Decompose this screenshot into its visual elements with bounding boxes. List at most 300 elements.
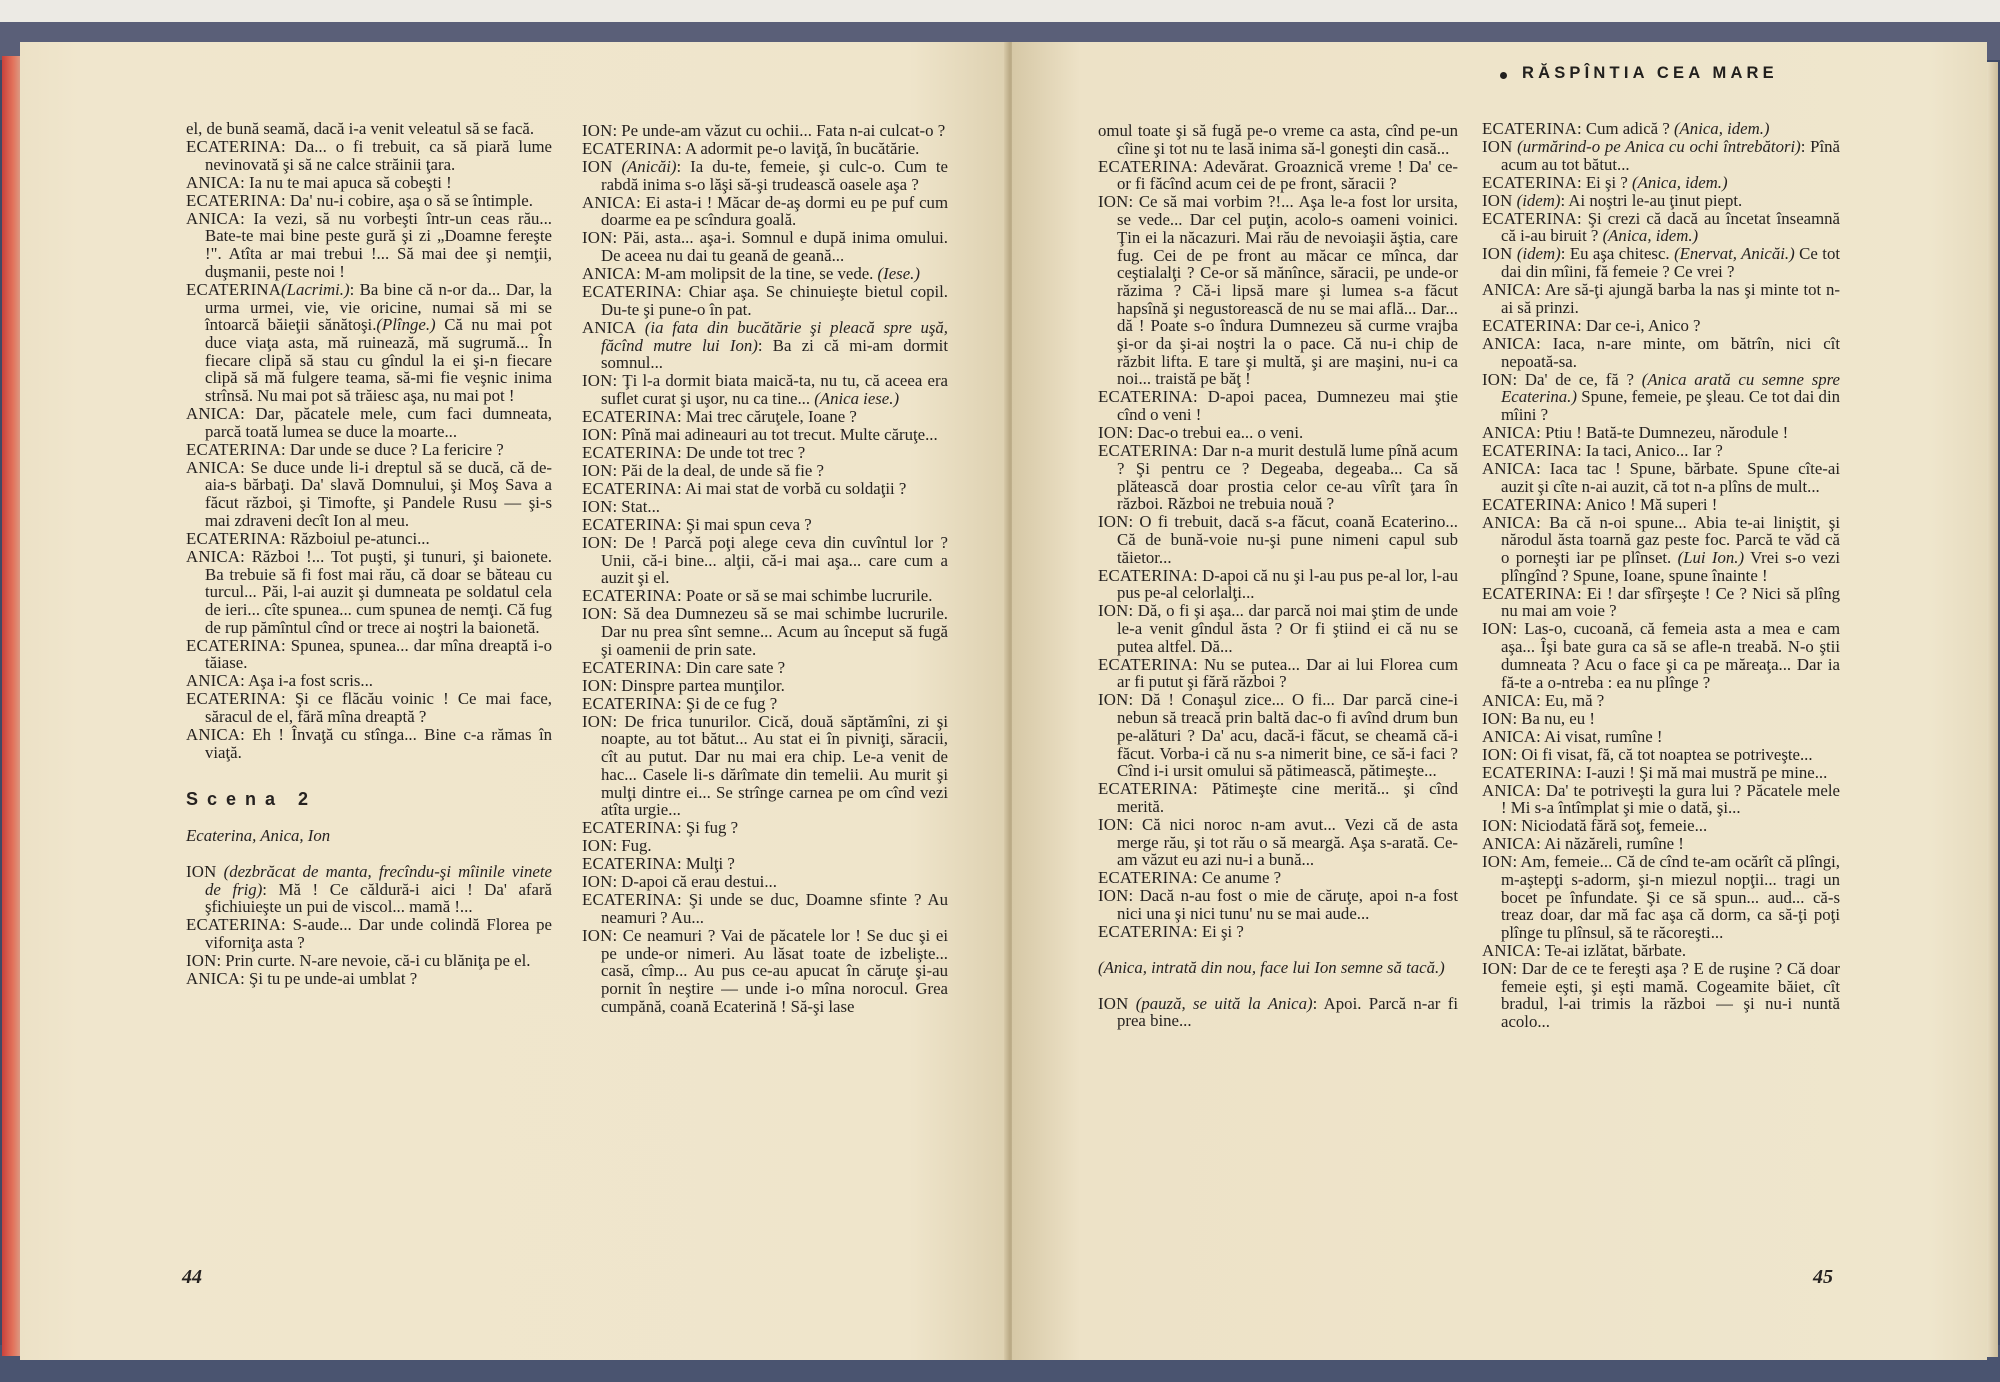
speaker-name: ANICA [1482,726,1537,746]
dialogue-line [1482,942,1840,960]
dialogue-block [1098,122,1458,941]
dialogue-text: : Da' nu-i cobire, aşa o să se întimple. [281,190,533,210]
dialogue-line [186,916,552,951]
speaker-name: ECATERINA [582,139,678,158]
dialogue-text: : Din care sate ? [677,657,786,677]
dialogue-text: : Dar n-a murit destulă lume pînă acum ? Şi pentru ce ? Degeaba, degeaba... Ca să plătească doar prostia celor ce-au vîrît ţara în război. Război ne trebuia nouă ? [1117,441,1458,514]
stage-direction: (idem) [1512,244,1561,264]
dialogue-line [582,265,948,283]
dialogue-text: : Eu, mă ? [1536,690,1605,710]
right-page-column-2 [1482,120,1840,1031]
speaker-name: ECATERINA [582,890,678,910]
dialogue-line [582,194,948,229]
dialogue-line [582,480,948,498]
dialogue-text: : Ce anume ? [1193,868,1282,888]
speaker-name: ANICA [186,968,241,988]
dialogue-line [1098,388,1458,423]
dialogue-text: : Ce să mai vorbim ?!... Aşa le-a fost lor ursita, se vede... Dar cel puţin, acolo-s oameni voinici. Ţin ei la năcazuri. Mai rău de nevoiaşii ăştia, care fug. Cei de pe front au măcar ce mînca, dar ceştialalţi ? Ce-or să mănînce, săracii, pe unde-or răzima ? Că-i lipsă mare şi lumea s-a făcut hapsînă şi negustorească de nu se mai află... Dar... dă ! Poate s-o îndura Dumnezeu să curme vrajba şi-or da şi-ai noştri la o pace. Că nu-i chip de răzbit lifta. E tare şi multă, şi are maşini, nu-i ca noi... traistă pe băţ ! [1117,192,1458,389]
speaker-name: ECATERINA [186,528,282,548]
speaker-name: ECATERINA [582,406,678,426]
dialogue-line [1482,835,1840,853]
speaker-name: ANICA [1482,333,1537,353]
dialogue-line [582,695,948,713]
dialogue-line [1098,193,1458,388]
speaker-name: ECATERINA [582,478,678,498]
speaker-name: ECATERINA [186,689,282,709]
speaker-name: ION [582,604,613,624]
speaker-name: ION [1098,601,1129,621]
dialogue-text: : Pătimeşte cine merită... şi cînd merită. [1117,779,1458,816]
stage-direction: (dezbrăcat de manta, frecîndu-şi mîinile vinete de frig) [205,861,552,899]
speaker-name: ANICA [1482,780,1537,800]
speaker-name: ECATERINA [1482,440,1578,460]
speaker-name: ECATERINA [1098,654,1194,674]
speaker-name: ION [582,424,613,444]
dialogue-line [1482,281,1840,316]
speaker-name: ION [582,157,613,176]
speaker-name: ECATERINA [1098,868,1194,888]
dialogue-text: : Nu se putea... Dar ai lui Florea cum ar fi putut şi fără război ? [1117,654,1458,692]
dialogue-line [1098,691,1458,780]
dialogue-text: : Ba zi că mi-am dormit somnul... [601,335,948,373]
dialogue-text: : Păi de la deal, de unde să fie ? [612,460,824,480]
stage-direction: (Anica, idem.) [1627,172,1728,192]
dialogue-line [1482,174,1840,192]
dialogue-text: : Ptiu ! Bată-te Dumnezeu, nărodule ! [1536,422,1789,442]
stage-direction: (Plînge.) [376,315,436,335]
dialogue-line [1098,656,1458,691]
speaker-name: ANICA [186,546,241,566]
dialogue-text: : Ia taci, Anico... Iar ? [1577,440,1723,460]
speaker-name: ECATERINA [582,282,678,302]
open-book [2,42,1998,1360]
stage-direction: (Lui Ion.) [1671,548,1745,568]
dialogue-line [582,873,948,891]
dialogue-line [582,516,948,534]
dialogue-line [1098,567,1458,602]
dialogue-text: Că nu mai pot duce viaţa asta, mă ruinează, mă sugrumă... În fiecare clipă să stau cu gîndul la ei şi-n fiecare clipă să mă fulgere teama, să-mi fie veşnic inima strînsă. Nu mai pot să trăiesc aşa, nu mai pot ! [205,315,552,406]
dialogue-text: : Ai visat, rumîne ! [1536,726,1663,746]
speaker-name: ECATERINA [582,514,678,534]
dialogue-text: : Fug. [612,836,652,856]
speaker-name: ECATERINA [186,915,282,935]
speaker-name: ION [1482,959,1513,979]
dialogue-line [582,659,948,677]
speaker-name: ECATERINA [1482,494,1578,514]
dialogue-text: : Ei ! dar sfîrşeşte ! Ce ? Nici să plîng nu mai am voie ? [1501,583,1840,621]
dialogue-text: : Ce neamuri ? Vai de păcatele lor ! Se duc şi ei pe unde-or nimeri. Au lăsat toate de izbelişte... casă, cîmp... Au pus ce-au apucat în căruţe şi-au pornit în neştire — unde i-o mîna norocul. Grea cumpănă, coană Ecaterină ! Să-şi lase [601,925,948,1016]
dialogue-text: omul toate şi să fugă pe-o vreme ca asta, cînd pe-un cîine şi tot nu te lasă inima să-l goneşti din casă... [1098,121,1458,158]
dialogue-text: : Şi crezi că dacă au încetat înseamnă că i-au biruit ? [1501,208,1840,246]
dialogue-text: : De frica tunurilor. Cică, două săptămîni, zi şi noapte, au tot bătut... Au stat ei în pivniţi, săracii, cît au putut. Dar nu mai era chip. Le-a venit de hac... Casele li-s dărîmate din temelii. Au murit şi mulţi dintre ei... Se strînge carnea pe om cînd vezi atîta urgie... [601,711,948,820]
dialogue-text: : S-aude... Dar unde colindă Florea pe viforniţa asta ? [205,915,552,952]
stage-direction: (Iese.) [873,264,920,284]
speaker-name: ANICA [186,404,241,424]
dialogue-line [1482,692,1840,710]
speaker-name: ECATERINA [186,190,282,210]
dialogue-line [1482,817,1840,835]
speaker-name: ION [582,228,613,248]
dialogue-line [186,548,552,637]
dialogue-block [1098,995,1458,1030]
speaker-name: ECATERINA [1482,315,1578,335]
dialogue-text: : Niciodată fără soţ, femeie... [1512,816,1708,836]
dialogue-line [1482,514,1840,585]
dialogue-text: : Dar de ce te fereşti aşa ? E de ruşine ? Că doar femeie eşti, şi eşti mamă. Cogeamite băiet, cît bradul, l-ai trimis la război — şi nu-i nuntă acolo... [1501,959,1840,1032]
stage-direction: (pauză, se uită la Anica) [1128,993,1313,1013]
speaker-name: ION [1482,244,1513,264]
speaker-name: ION [186,950,217,970]
stage-direction: (Anica, idem.) [1669,119,1770,138]
speaker-name: ANICA [1482,458,1537,478]
dialogue-text: : Dinspre partea munţilor. [612,675,785,695]
dialogue-line [582,605,948,658]
speaker-name: ECATERINA [186,439,282,459]
dialogue-line [582,372,948,407]
speaker-name: ECATERINA [186,137,282,156]
speaker-name: ION [1482,708,1513,728]
stage-direction: (Enervat, Anicăi.) [1669,244,1795,264]
dialogue-text: : Ia nu te mai apuca să cobeşti ! [240,172,452,192]
right-page-column-1 [1098,122,1458,1030]
speaker-name: ION [1098,993,1129,1013]
dialogue-text: : Te-ai izlătat, bărbate. [1536,941,1687,961]
dialogue-line [1482,317,1840,335]
dialogue-text: : Războiul pe-atunci... [281,528,430,548]
dialogue-line [1482,853,1840,942]
dialogue-line [1482,764,1840,782]
dialogue-line [1098,995,1458,1030]
speaker-name: ANICA [1482,834,1537,854]
scene-heading: Scena 2 [186,789,318,810]
dialogue-line [186,281,552,405]
left-page [20,42,1008,1360]
dialogue-line [1482,782,1840,817]
speaker-name: ANICA [186,671,241,691]
dialogue-text: : Ba că n-oi spune... Abia te-ai liniştit, şi nărodul ăsta toarnă gaz peste foc. Parcă te văd că o porneşti iar pe plînset. [1501,512,1840,568]
dialogue-line [186,192,552,210]
dialogue-line [186,970,552,988]
dialogue-text: : A adormit pe-o laviţă, în bucătărie. [677,139,920,158]
dialogue-text: : Ia du-te, femeie, şi culc-o. Cum te rabdă inima s-o lăşi să-şi trudească oasele aşa ? [601,157,948,194]
dialogue-line [1098,923,1458,941]
dialogue-text: : Război !... Tot puşti, şi tunuri, şi baionete. Ba trebuie să fi fost mai rău, că doar se băteau cu turcul... Păi, l-ai auzit şi dumneata pe soldatul cela de ieri... cîte spunea... cum spunea de nemţi. Că fug de rup pămîntul cînd or trece ai noştri la baionetă. [205,546,552,637]
stage-direction: (ia fata din bucătărie şi pleacă spre uşă, făcînd mutre lui Ion) [601,317,948,355]
dialogue-text: : Prin curte. N-are nevoie, că-i cu blăniţa pe el. [216,950,531,970]
speaker-name: ION [186,861,217,881]
dialogue-line [186,210,552,281]
dialogue-line [582,426,948,444]
dialogue-line [186,690,552,725]
speaker-name: ANICA [1482,280,1537,300]
dialogue-text: : Adevărat. Groaznică vreme ! Da' ce-or fi făcînd acum cei de pe front, săracii ? [1117,156,1458,194]
dialogue-text: : M-am molipsit de la tine, se vede. [636,264,874,284]
dialogue-line [1482,442,1840,460]
dialogue-text: : Iaca tac ! Spune, bărbate. Spune cîte-ai auzit şi cîte n-ai auzit, că tot n-a plîns de mult... [1501,458,1840,496]
speaker-name: ECATERINA [1482,208,1578,228]
dialogue-text: : De ! Parcă poţi alege ceva din cuvîntul lor ? Unii, că-i bine... alţii, că-i mai aşa... care cum a auzit şi el. [601,532,948,588]
dialogue-line [1098,887,1458,922]
speaker-name: ION [1098,512,1129,532]
dialogue-text: : Dacă n-au fost o mie de căruţe, apoi n-a fost nici una şi nici tunu' nu se mai aude... [1117,886,1458,924]
dialogue-line [186,726,552,761]
dialogue-text: : Da' de ce, fă ? [1512,369,1634,389]
dialogue-block [186,863,552,988]
dialogue-line [582,498,948,516]
dialogue-line [186,637,552,672]
dialogue-text: : I-auzi ! Şi mă mai mustră pe mine... [1577,762,1828,782]
dialogue-text: : Are să-ţi ajungă barba la nas şi minte tot n-ai să prinzi. [1501,280,1840,317]
speaker-name: ECATERINA [1098,922,1194,942]
speaker-name: ION [1482,369,1513,389]
dialogue-line [1482,460,1840,495]
dialogue-line [1482,585,1840,620]
speaker-name: ECATERINA [1482,172,1578,192]
speaker-name: ION [582,460,613,480]
dialogue-text: : Dar ce-i, Anico ? [1577,315,1701,335]
speaker-name: ION [582,532,613,552]
dialogue-text: Spune, femeie, pe şleau. Ce tot dai din mîini ? [1501,387,1840,424]
speaker-name: ANICA [186,172,241,192]
speaker-name: ECATERINA [1098,779,1194,799]
dialogue-line [1098,602,1458,655]
right-page-edge [1987,62,1998,1357]
dialogue-text: : Eu aşa chitesc. [1560,244,1670,264]
dialogue-line [1482,960,1840,1031]
header-bullet-icon [1500,72,1507,79]
dialogue-text: : Pînă mai adineauri au tot trecut. Multe căruţe... [612,424,938,444]
page-number-left: 44 [182,1266,202,1288]
running-header: RĂSPÎNTIA CEA MARE [1522,64,1778,82]
dialogue-text: : Dă ! Conaşul zice... O fi... Dar parcă cine-i nebun să treacă prin baltă dac-o fi avînd drum bun pe-alături ? Da' acu, dacă-i făcut, se cheamă că-i făcut. Vorba-i că nu s-a nimerit bine, ce să-i faci ? Cînd i-i ursit omului să pătimească, pătimeşte... [1117,690,1458,781]
dialogue-text: : De unde tot trec ? [677,442,806,462]
speaker-name: ECATERINA [186,279,282,299]
dialogue-text: : Şi tu pe unde-ai umblat ? [240,968,418,988]
dialogue-text: : D-apoi că erau destui... [612,872,777,892]
dialogue-text: : Ţi l-a dormit biata maică-ta, nu tu, că aceea era suflet curat şi uşor, nu ca tine... [601,371,948,408]
speaker-name: ION [1098,690,1129,710]
speaker-name: ECATERINA [582,657,678,677]
dialogue-text: : Ai năzăreli, rumîne ! [1536,834,1684,854]
dialogue-text: : Ai noştri le-au ţinut piept. [1560,190,1743,210]
speaker-name: ION [582,121,613,140]
dialogue-line [582,140,948,158]
dialogue-text: : Anico ! Mă superi ! [1577,494,1718,514]
dialogue-line [186,174,552,192]
speaker-name: ANICA [1482,512,1537,532]
dialogue-text: Ce tot dai din mîini, fă femeie ? Ce vrei ? [1501,244,1840,282]
dialogue-line [186,863,552,916]
stage-direction: (Anica arată cu semne spre Ecaterina.) [1501,369,1840,407]
speaker-name: ION [1482,852,1513,872]
dialogue-text: : Dar, păcatele mele, cum faci dumneata, parcă toată lumea se duce la moarte... [205,404,552,441]
page-number-right: 45 [1813,1266,1833,1288]
dialogue-text: : Cum adică ? [1577,119,1670,138]
dialogue-text: : Mă ! Ce căldură-i aici ! Da' afară şfichiuieşte un pui de viscol... mamă !... [205,879,553,917]
speaker-name: ANICA [1482,690,1537,710]
right-page [1012,42,1987,1360]
dialogue-line [582,837,948,855]
dialogue-line [582,819,948,837]
dialogue-text: : Păi, asta... aşa-i. Somnul e după inima omului. De aceea nu dai tu geană de geană... [601,228,948,266]
speaker-name: ECATERINA [186,635,282,655]
stage-direction: (Anicăi) [612,157,677,176]
stage-direction: (Anica, idem.) [1598,226,1699,246]
dialogue-line [186,138,552,173]
speaker-name: ECATERINA [1098,565,1194,585]
dialogue-text: : Ei asta-i ! Măcar de-aş dormi eu pe puf cum doarme ea pe scîndura goală. [601,192,948,230]
speaker-name: ION [1482,744,1513,764]
speaker-name: ANICA [582,264,637,284]
speaker-name: ECATERINA [582,693,678,713]
dialogue-line [1098,869,1458,887]
speaker-name: ION [582,675,613,695]
speaker-name: ANICA [186,457,241,477]
dialogue-line [582,855,948,873]
dialogue-line [1098,816,1458,869]
speaker-name: ANICA [582,317,637,337]
dialogue-line [582,713,948,819]
dialogue-line [582,319,948,372]
dialogue-line [1098,442,1458,513]
dialogue-line [582,283,948,318]
dialogue-line [582,677,948,695]
stage-direction: (Anica iese.) [810,388,900,408]
speaker-name: ION [1482,816,1513,836]
dialogue-text: : Că nici noroc n-am avut... Vezi că de asta merge rău, şi tot rău o să meargă. Aşa s-arată. Ce-am văzut eu azi nu-i a bună... [1117,814,1458,870]
dialogue-line [186,405,552,440]
dialogue-text: : Ba bine că n-or da... Dar, la urma urmei, vie, vie oricine, numai să mi se întoarcă băieţii sănătoşi. [205,279,552,335]
dialogue-text: : Mai trec căruţele, Ioane ? [677,406,857,426]
speaker-name: ECATERINA [1482,762,1578,782]
dialogue-line [582,891,948,926]
speaker-name: ION [1098,192,1129,212]
dialogue-line [1098,122,1458,157]
scene-cast: Ecaterina, Anica, Ion [186,826,331,846]
dialogue-line [186,672,552,690]
dialogue-block [582,122,948,1015]
dialogue-line [582,587,948,605]
dialogue-text: : Ei şi ? [1577,172,1628,192]
stage-direction: (Anica, intrată din nou, face lui Ion semne să tacă.) [1098,957,1445,977]
stage-direction: (Lacrimi.) [281,279,350,299]
speaker-name: ION [582,925,613,945]
dialogue-line [186,459,552,530]
dialogue-text: : Da... o fi trebuit, ca să piară lume nevinovată şi să ne calce străinii ţara. [205,137,552,174]
dialogue-text: . Parcă n-ar fi prea bine... [1117,993,1458,1031]
dialogue-text: : Pe unde-am văzut cu ochii... Fata n-ai culcat-o ? [612,121,946,140]
speaker-name: ECATERINA [1098,156,1194,176]
dialogue-text: : Apoi [1312,993,1358,1013]
dialogue-line [1098,158,1458,193]
dialogue-line [1482,245,1840,280]
speaker-name: ECATERINA [1482,119,1578,138]
dialogue-line [1482,138,1840,173]
dialogue-text: : Da' te potriveşti la gura lui ? Păcatele mele ! Mi s-a întîmplat şi mie o dată, şi... [1501,780,1840,818]
dialogue-line [582,534,948,587]
dialogue-line [582,408,948,426]
dialogue-text: : Las-o, cucoană, că femeia asta a mea e cam aşa... Îşi bate gura ca să se afle-n treabă. N-o ştii dumneata ? Acu o face şi ca pe măreaţa... Dar ia fă-te a o-ntreba : ea nu plînge ? [1501,619,1840,692]
dialogue-text: : Iaca, n-are minte, om bătrîn, nici cît nepoată-sa. [1501,333,1840,371]
left-page-column-1 [186,120,552,988]
speaker-name: ANICA [582,192,637,212]
dialogue-line [1482,210,1840,245]
dialogue-text: : Şi de ce fug ? [677,693,778,713]
dialogue-line [186,952,552,970]
speaker-name: ECATERINA [1098,441,1194,461]
dialogue-text: : Spunea, spunea... dar mîna dreaptă i-o tăiase. [205,635,552,673]
dialogue-text: Vrei s-o vezi plîngînd ? Spune, Ioane, spune înainte ! [1501,548,1840,585]
dialogue-block [186,120,552,761]
dialogue-text: : D-apoi că nu şi l-au pus pe-al lor, l-au pus pe-al celorlalţi... [1117,565,1458,603]
dialogue-text: : Ai mai stat de vorbă cu soldaţii ? [677,478,907,498]
dialogue-line [1098,780,1458,815]
speaker-name: ECATERINA [1482,583,1578,603]
dialogue-text: : Dă, o fi şi aşa... dar parcă noi mai ştim de unde le-a venit gîndul ăsta ? Or fi ştiind ei că nu se putea altfel. Dă... [1117,601,1458,656]
dialogue-text: : Şi mai spun ceva ? [677,514,812,534]
dialogue-line [1482,424,1840,442]
dialogue-line [582,444,948,462]
dialogue-text: : Stat... [612,496,660,516]
speaker-name: ECATERINA [582,442,678,462]
dialogue-text: el, de bună seamă, dacă i-a venit veleatul să se facă. [186,119,535,138]
speaker-name: ECATERINA [582,854,678,874]
stage-direction: (urmărind-o pe Anica cu ochi întrebători) [1512,137,1801,156]
speaker-name: ECATERINA [582,586,678,606]
speaker-name: ION [1482,137,1513,156]
speaker-name: ION [582,711,613,731]
dialogue-line [1098,513,1458,566]
dialogue-line [1482,710,1840,728]
speaker-name: ION [1098,814,1129,834]
dialogue-text: : Ba nu, eu ! [1512,708,1595,728]
speaker-name: ION [582,371,613,391]
dialogue-line [1482,371,1840,424]
dialogue-text: : Se duce unde li-i dreptul să se ducă, că de-aia-s bărbaţi. Da' slavă Domnului, şi Moş Sava a făcut război, şi Timofte, şi Pandele Rusu — şi-s mai zdraveni decît Ion al meu. [205,457,552,530]
dialogue-line [582,462,948,480]
speaker-name: ANICA [1482,422,1537,442]
dialogue-text: : Pînă acum au tot bătut... [1501,137,1840,174]
speaker-name: ANICA [186,208,241,228]
dialogue-text: : Aşa i-a fost scris... [240,671,373,691]
speaker-name: ION [1098,886,1129,906]
dialogue-line [582,122,948,140]
dialogue-block [1482,120,1840,1031]
stage-direction: (idem) [1512,190,1561,210]
dialogue-line [1482,728,1840,746]
speaker-name: ANICA [1482,941,1537,961]
dialogue-line [1482,496,1840,514]
dialogue-text: : Şi fug ? [677,818,739,838]
speaker-name: ION [1482,190,1513,210]
speaker-name: ECATERINA [582,818,678,838]
speaker-name: ECATERINA [1098,387,1194,407]
dialogue-line [582,158,948,193]
speaker-name: ION [1482,619,1513,639]
dialogue-line [582,229,948,264]
speaker-name: ION [582,872,613,892]
speaker-name: ANICA [186,725,241,745]
speaker-name: ION [1098,423,1129,443]
dialogue-line [1482,120,1840,138]
dialogue-text: : Dac-o trebui ea... o veni. [1128,423,1304,443]
dialogue-text: : Eh ! Învaţă cu stînga... Bine c-a rămas în viaţă. [205,725,552,762]
dialogue-line [1482,192,1840,210]
dialogue-text: : D-apoi pacea, Dumnezeu mai ştie cînd o veni ! [1117,387,1458,425]
dialogue-text: : Şi ce flăcău voinic ! Ce mai face, săracul de el, fără mîna dreaptă ? [205,689,552,727]
dialogue-text: : Am, femeie... Că de cînd te-am ocărît că plîngi, m-aştepţi s-adorm, şi-n miezul nopţii... tragi un bocet pe înfundate. Şi ce să spun... aud... că-s treaz doar, dar mă fac aşa că dorm, ca să-ţi poţi plînge tu plînsul, să te răcoreşti... [1501,852,1840,943]
dialogue-text: : Ia vezi, să nu vorbeşti într-un ceas rău... Bate-te mai bine peste gură şi zi „Doamne fereşte !". Atîta ar mai trebui !... Să mai dee şi nemţii, duşmanii, peste noi ! [205,208,552,281]
